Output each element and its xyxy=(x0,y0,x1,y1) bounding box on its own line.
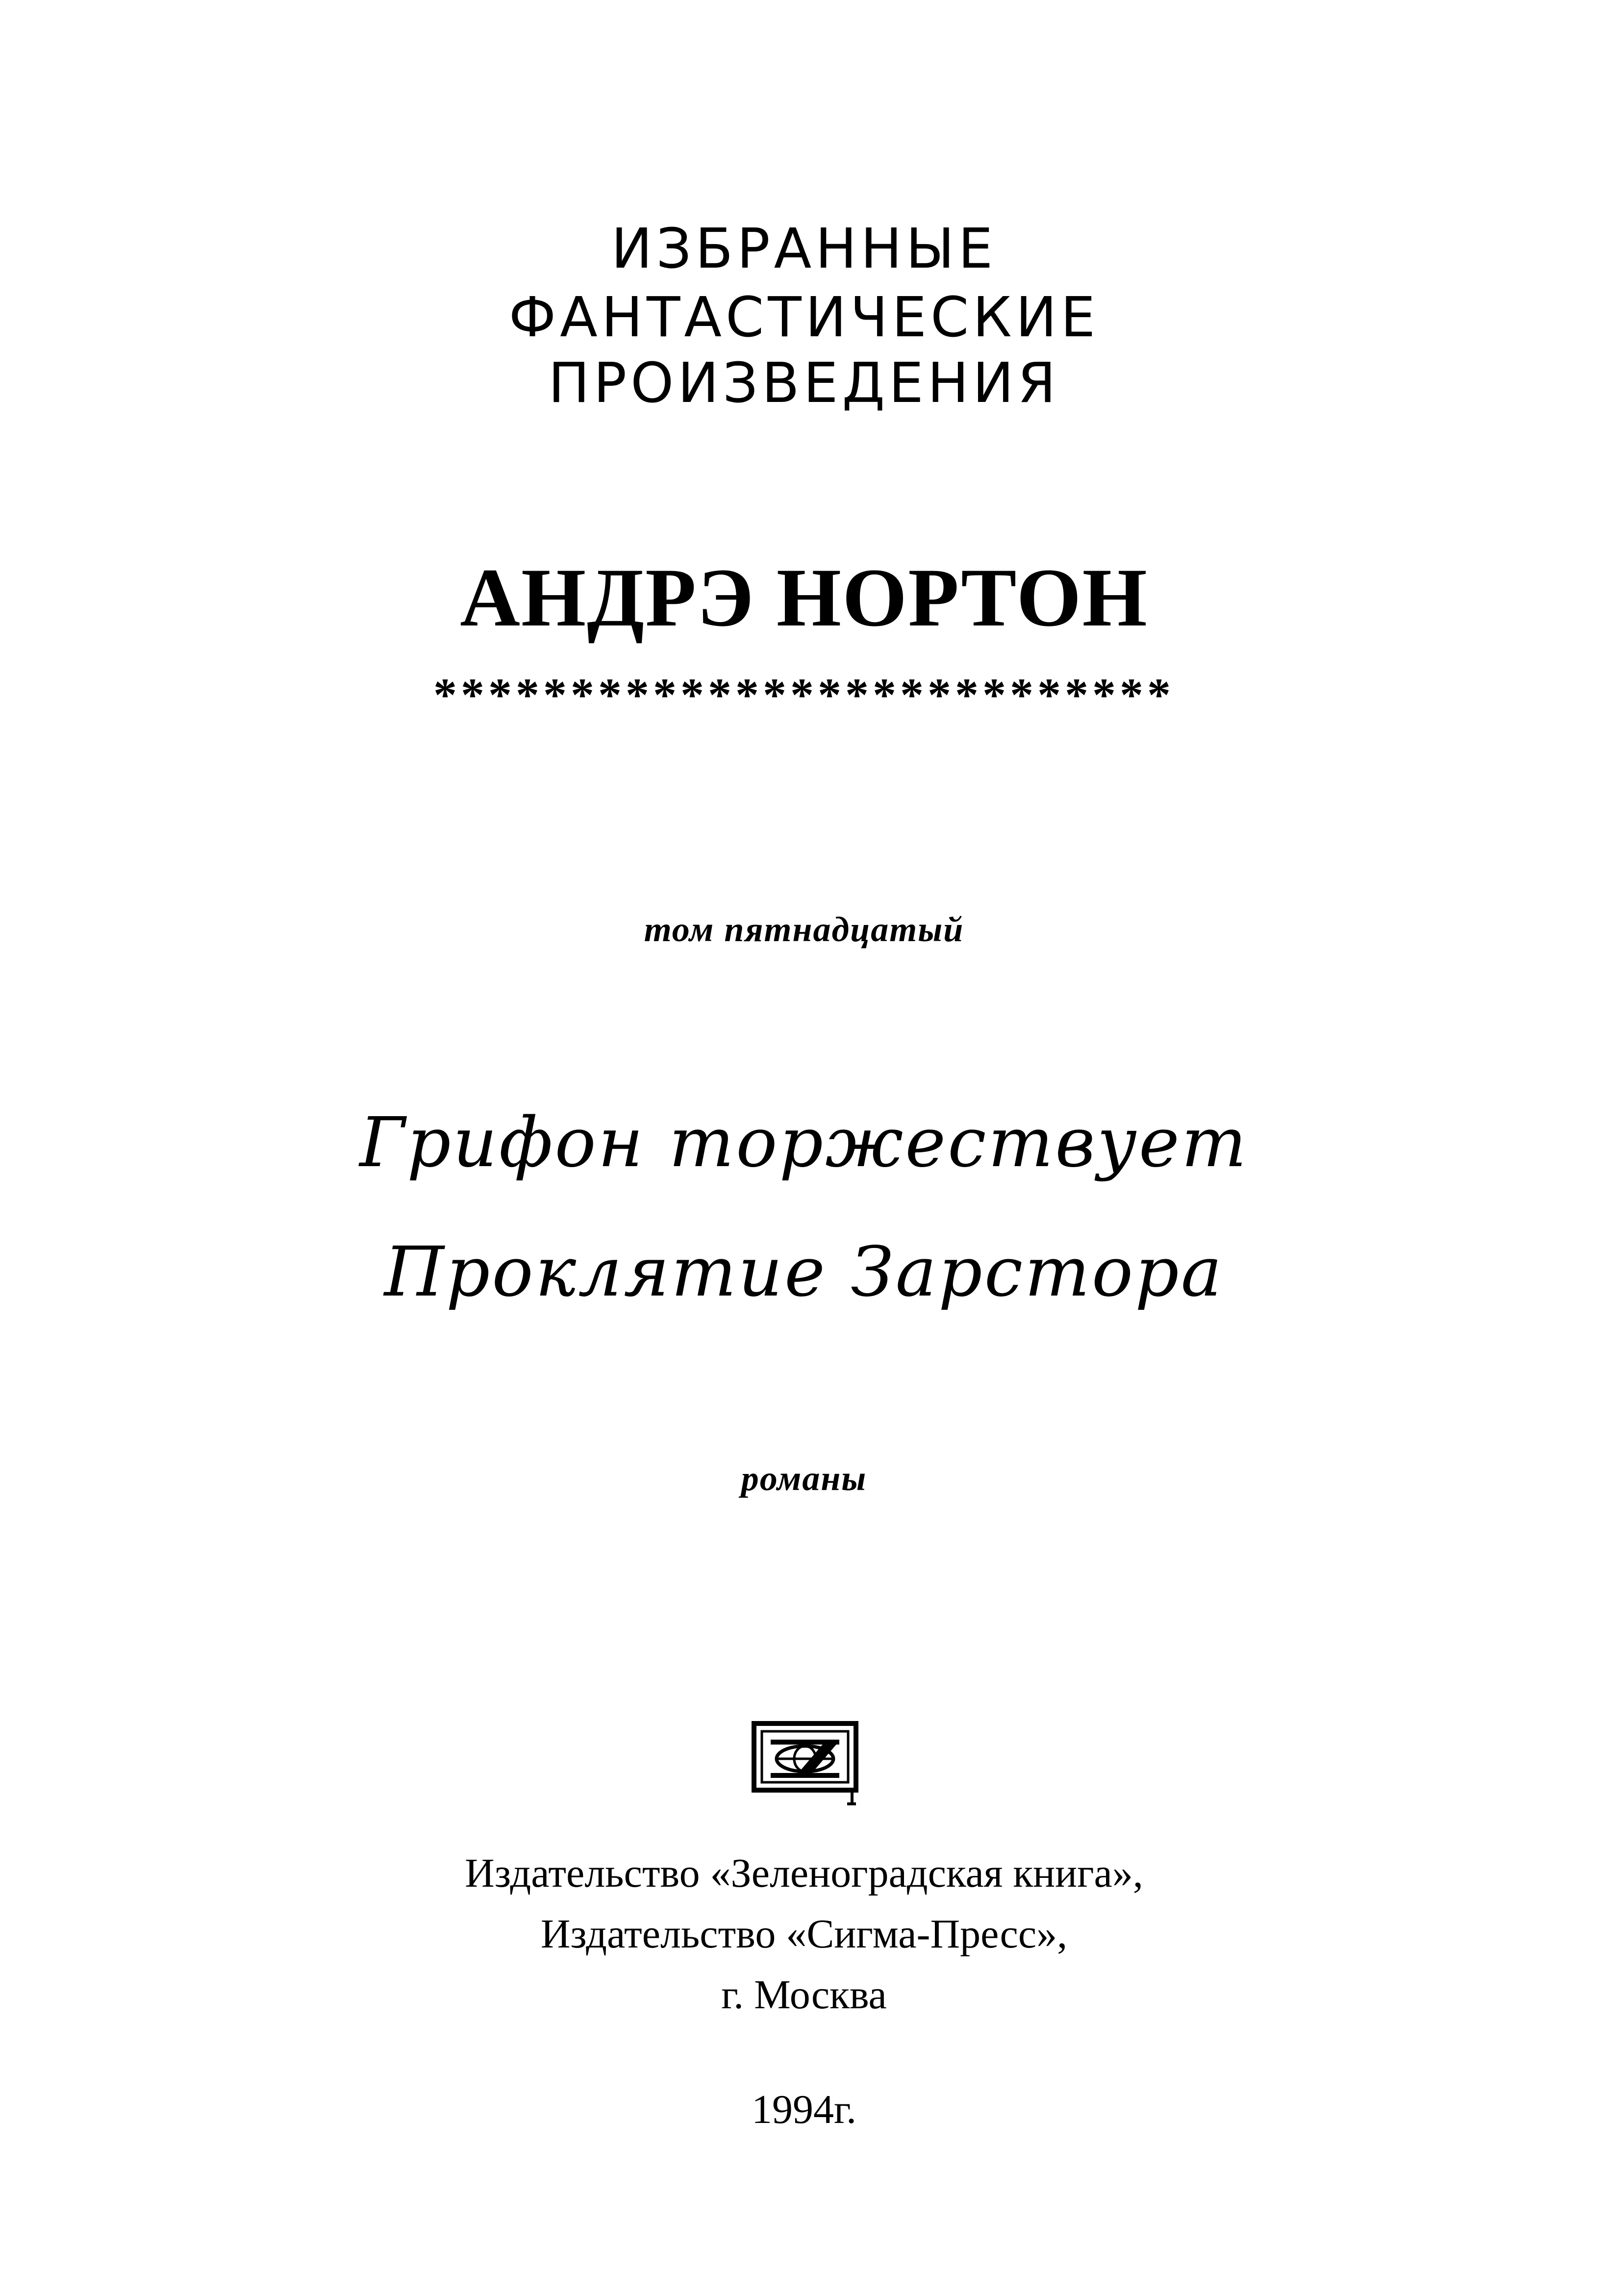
asterisk-divider: *************************** xyxy=(433,669,1175,721)
publication-year: 1994г. xyxy=(752,2087,856,2132)
genre-label: романы xyxy=(741,1459,867,1498)
book-globe-icon xyxy=(751,1721,859,1809)
volume-number: том пятнадцатый xyxy=(644,910,964,949)
book-title-1: Грифон торжествует xyxy=(359,1103,1249,1183)
publisher-line-2: Издательство «Сигма-Пресс», xyxy=(540,1911,1068,1957)
book-title-2: Проклятие Зарстора xyxy=(384,1232,1224,1312)
series-title-line-1: ИЗБРАННЫЕ xyxy=(611,217,997,281)
author-name: АНДРЭ НОРТОН xyxy=(460,551,1148,644)
publisher-line-1: Издательство «Зеленоградская книга», xyxy=(465,1850,1143,1896)
series-title-line-2: ФАНТАСТИЧЕСКИЕ xyxy=(508,286,1100,349)
series-title-line-3: ПРОИЗВЕДЕНИЯ xyxy=(548,351,1060,415)
publisher-city: г. Москва xyxy=(721,1972,887,2018)
